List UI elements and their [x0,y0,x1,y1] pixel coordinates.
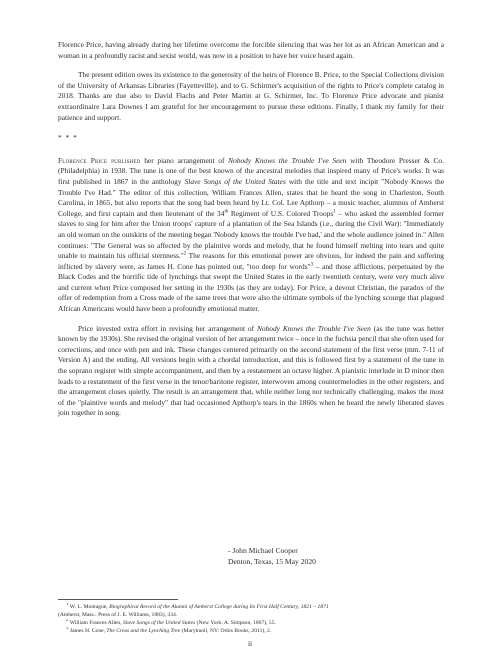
footnotes [58,603,444,635]
footnote-ref-1[interactable]: 1 [333,209,336,215]
opening-smallcaps: Florence Price published [58,155,141,165]
anthology-title: Slave Songs of the United States [184,176,286,186]
paragraph-acknowledgments: The present edition owes its existence to the generosity of the heirs of Florence B. Price, to the Special Collections division of the University of Arkansas Libraries (Fayetteville), and to G. Schirmer's acquisition of the rights to Price's complete catalog in 2018. Thanks are due also to David Flachs and Peter Martin at G. Schirmer, Inc. To Florence Price advocate and pianist extraordinaire Lara Downes I am grateful for her encouragement to pursue these editions. Finally, I thank my family for their patience and support. [58,70,444,122]
footnote-1-continued: (Amherst, Mass.: Press of J. E. Williams, 1883), 334. [58,612,178,618]
footnote-2: $^2$ William Frances Allen, Slave Songs of the United States (New York: A. Simpson, 1867), 55. [66,619,276,626]
footnote-1: $^1$ W. L. Montague, Biographical Record of the Alumni of Amherst College during Its First Half Century, 1821 – 1871 [66,603,329,610]
page-number: ii [247,639,253,648]
author-signature: - John Michael Cooper [228,546,298,555]
footnote-ref-3[interactable]: 3 [310,262,314,268]
footnote-ref-2[interactable]: 2 [183,251,187,257]
section-separator: * * * [58,133,78,143]
paragraph-revisions: Price invested extra effort in revising her arrangement of Nobody Knows the Trouble I've Seen (as the tune was better known by the 1930s). She revised the original version of her arrangement twice – once in the fuchsia pencil that she often used for corrections, and once with pen and ink. These changes centered primarily on the second statement of the first verse (mm. 7-11 of Version A) and the ending. All versions begin with a chordal introduction, and this is followed first by a statement of the tune in the soprano register with simple accompaniment, and then by a restatement an octave higher. A pianistic interlude in D minor then leads to a restatement of the first verse in the tenor/baritone register, interwoven among countermelodies in the other registers, and the arrangement closes quietly. The result is an arrangement that, while neither long nor technically challenging, makes the most of the "plaintive words and melody" that had occasioned Apthorp's tears in the 1860s when he heard the newly liberated slaves join together in song. [58,323,444,418]
signature-block [228,545,316,567]
main-text [58,40,444,419]
work-title-2: Nobody Knows the Trouble I've Seen [256,323,371,333]
paragraph-history: Florence Price published her piano arrangement of Nobody Knows the Trouble I've Seen with Theodore Presser & Co. (Philadelphia) in 1938. The tune is one of the best known of the ancestral melodies that inspired many of Price's works. It was first published in 1867 in the anthology Slave Songs of the United States with the title and text incipit "Nobody Knows the Trouble I've Had." The editor of this collection, William Frances Allen, states that he heard the song in Charleston, South Carolina, in 1865, but also reports that the song had been heard by Lt. Col. Lee Apthorp – a music teacher, alumnus of Amherst College, and first captain and then lieutenant of the 34th Regiment of U.S. Colored Troops$^1$ – who asked the assembled former slaves to sing for him after the Union troops' capture of a plantation of the Sea Islands (i.e., during the Civil War): "Immediately an old woman on the outskirts of the meeting began 'Nobody knows the trouble I've had,' and the whole audience joined in." Allen continues: "The General was so affected by the plaintive words and melody, that he found himself melting into tears and quite unable to maintain his official sternness."$^2$ The reasons for this emotional power are obvious, for indeed the pain and suffering inflicted by slavery were, as James H. Cone has pointed out, "too deep for words"$^3$ – and those afflictions, perpetuated by the Black Codes and the horrific tide of lynchings that swept the United States in the early twentieth century, were very much alive and current when Price composed her setting in the 1930s (as they are today). For Price, a devout Christian, the paradox of the offer of redemption from a Cross made of the same trees that were also the ultimate symbols of the lynching scourge that plagued African Americans would have been a profoundly emotional matter. [58,155,444,314]
place-date: Denton, Texas, 15 May 2020 [228,557,316,566]
paragraph-1: Florence Price, having already during her lifetime overcome the forcible silencing that was her lot as an African American and a woman in a profoundly racist and sexist world, was now in a position to have her voice heard again. [58,40,444,60]
footnote-3: $^3$ James H. Cone, The Cross and the Lynching Tree (Maryknoll, NY: Orbis Books, 2011), 2. [66,627,272,634]
work-title: Nobody Knows the Trouble I've Seen [228,155,347,165]
footnote-rule [58,599,178,600]
